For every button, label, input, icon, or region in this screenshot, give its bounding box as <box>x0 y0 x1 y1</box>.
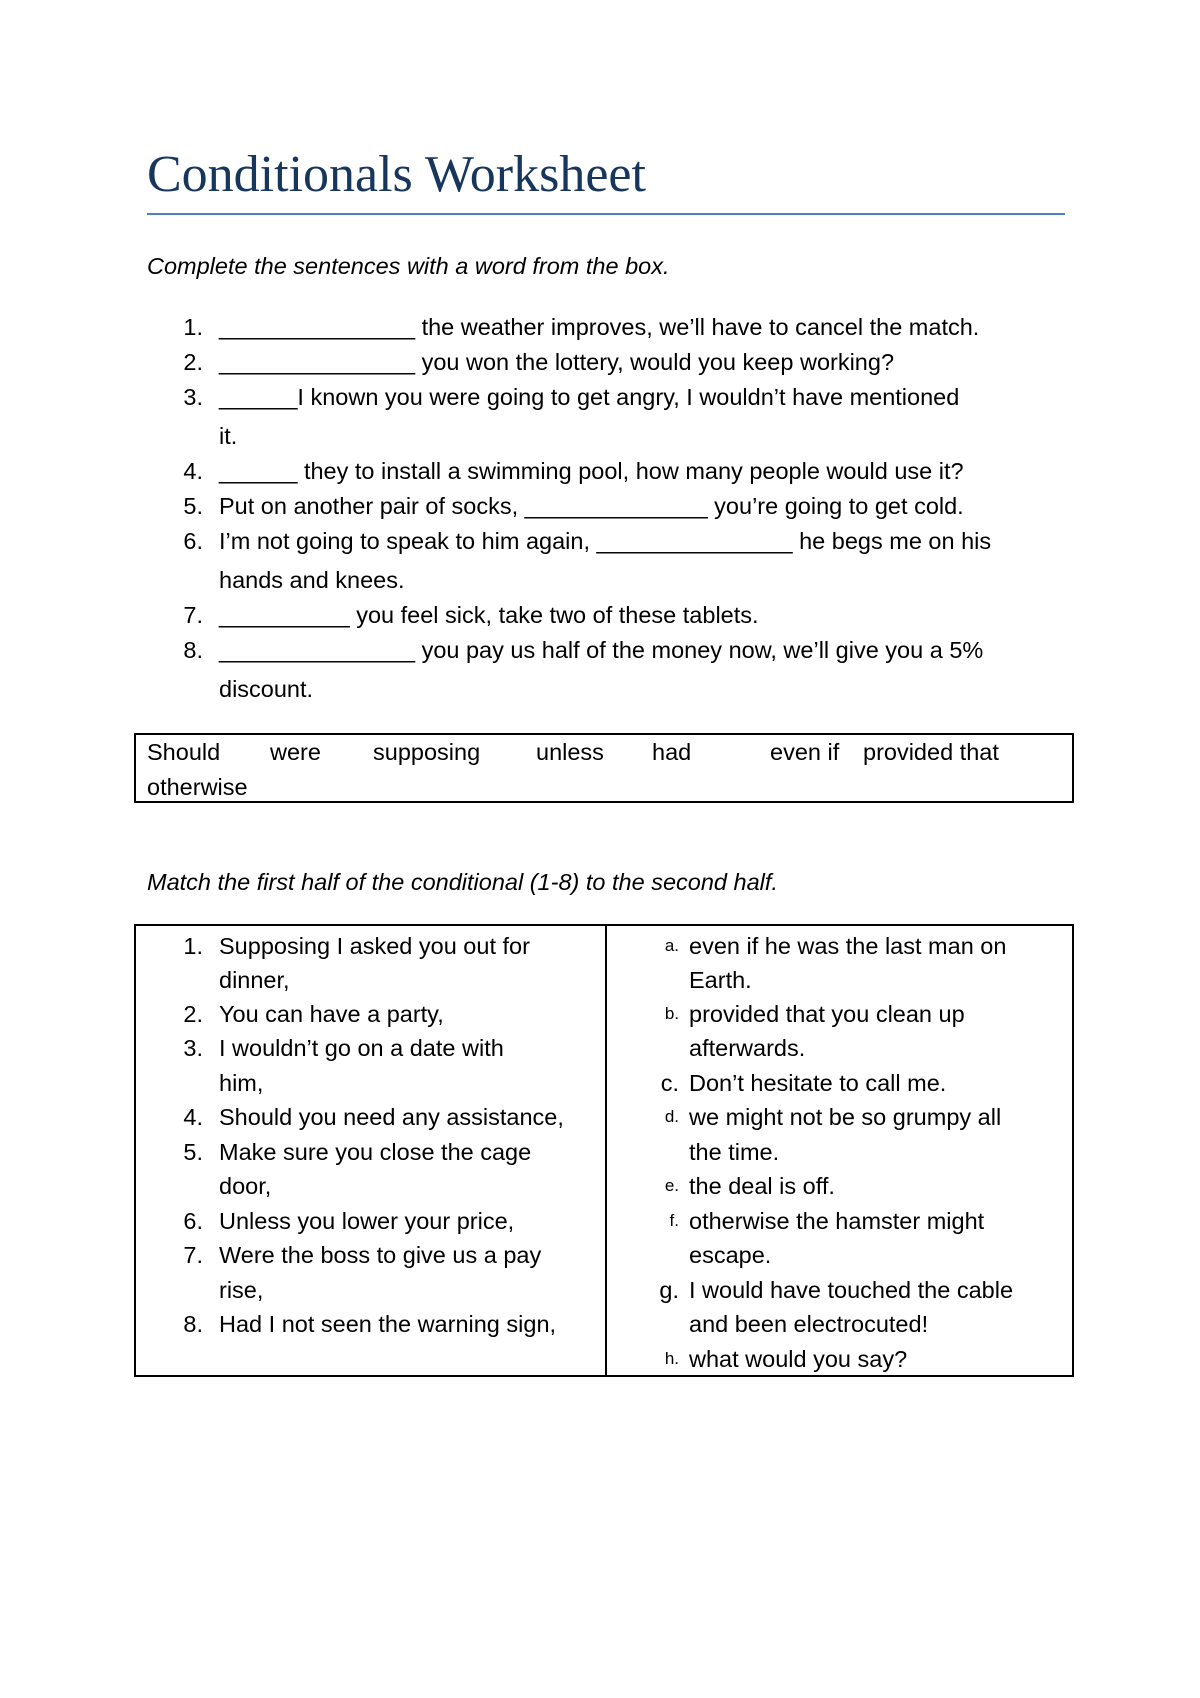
word-option: provided that <box>863 739 999 765</box>
word-option: were <box>270 739 321 765</box>
first-half-text: Supposing I asked you out for <box>219 933 530 959</box>
exercise1-instruction: Complete the sentences with a word from the box. <box>147 253 670 279</box>
first-half-text-continued: rise, <box>219 1277 264 1303</box>
sentence-text-continued: discount. <box>219 676 314 702</box>
first-half-number: 2. <box>183 1001 203 1027</box>
second-half-text-continued: afterwards. <box>689 1035 806 1061</box>
second-half-letter: e. <box>664 1176 679 1195</box>
matching-table <box>134 924 1074 1377</box>
sentence-text: _______________ you won the lottery, would you keep working? <box>219 349 895 375</box>
sentence-number: 3. <box>183 384 203 410</box>
sentence-text-continued: it. <box>219 423 238 449</box>
first-half-text: Unless you lower your price, <box>219 1208 515 1234</box>
second-half-text-continued: the time. <box>689 1139 780 1165</box>
word-option: Should <box>147 739 221 765</box>
word-option: had <box>652 739 692 765</box>
first-half-text-continued: door, <box>219 1173 272 1199</box>
sentence-text: Put on another pair of socks, ______________ you’re going to get cold. <box>219 493 964 519</box>
second-half-text: the deal is off. <box>689 1173 835 1199</box>
sentence-number: 7. <box>183 602 203 628</box>
second-half-text: otherwise the hamster might <box>689 1208 985 1234</box>
first-half-number: 4. <box>183 1104 203 1130</box>
second-half-letter: f. <box>669 1211 679 1230</box>
second-half-text-continued: and been electrocuted! <box>689 1311 929 1337</box>
second-half-text: what would you say? <box>689 1346 908 1372</box>
first-half-number: 3. <box>183 1035 203 1061</box>
first-half-number: 6. <box>183 1208 203 1234</box>
first-half-number: 1. <box>183 933 203 959</box>
second-half-text: I would have touched the cable <box>689 1277 1014 1303</box>
first-half-text: You can have a party, <box>219 1001 444 1027</box>
second-half-text: even if he was the last man on <box>689 933 1007 959</box>
second-half-letter: b. <box>664 1004 679 1023</box>
sentence-number: 2. <box>183 349 203 375</box>
second-half-letter: d. <box>664 1107 679 1126</box>
first-half-text: Should you need any assistance, <box>219 1104 564 1130</box>
second-half-letter: g. <box>659 1277 679 1303</box>
sentence-number: 6. <box>183 528 203 554</box>
sentence-text: I’m not going to speak to him again, _______________ he begs me on his <box>219 528 992 554</box>
sentence-text-continued: hands and knees. <box>219 567 405 593</box>
first-half-text-continued: him, <box>219 1070 264 1096</box>
first-half-text: Had I not seen the warning sign, <box>219 1311 557 1337</box>
word-box <box>134 733 1074 803</box>
sentence-number: 8. <box>183 637 203 663</box>
second-half-letter: h. <box>664 1349 679 1368</box>
first-half-text-continued: dinner, <box>219 967 290 993</box>
first-half-text: Were the boss to give us a pay <box>219 1242 542 1268</box>
sentence-number: 1. <box>183 314 203 340</box>
first-half-text: I wouldn’t go on a date with <box>219 1035 504 1061</box>
second-half-text: Don’t hesitate to call me. <box>689 1070 947 1096</box>
second-half-text-continued: escape. <box>689 1242 772 1268</box>
title-underline <box>147 213 1065 215</box>
first-half-number: 8. <box>183 1311 203 1337</box>
sentence-number: 4. <box>183 458 203 484</box>
first-half-text: Make sure you close the cage <box>219 1139 532 1165</box>
word-option: unless <box>536 739 604 765</box>
word-option: supposing <box>373 739 481 765</box>
column-divider <box>605 926 607 1375</box>
word-option: even if <box>770 739 840 765</box>
sentence-text: _______________ the weather improves, we’ll have to cancel the match. <box>219 314 980 340</box>
sentence-text: _______________ you pay us half of the money now, we’ll give you a 5% <box>219 637 984 663</box>
second-half-text: we might not be so grumpy all <box>689 1104 1002 1130</box>
first-half-number: 7. <box>183 1242 203 1268</box>
second-half-letter: a. <box>664 936 679 955</box>
sentence-text: ______I known you were going to get angry, I wouldn’t have mentioned <box>219 384 960 410</box>
second-half-letter: c. <box>660 1070 679 1096</box>
sentence-text: ______ they to install a swimming pool, how many people would use it? <box>219 458 964 484</box>
second-half-text-continued: Earth. <box>689 967 752 993</box>
first-half-number: 5. <box>183 1139 203 1165</box>
sentence-text: __________ you feel sick, take two of these tablets. <box>219 602 759 628</box>
exercise2-instruction: Match the first half of the conditional (1-8) to the second half. <box>147 869 778 895</box>
word-option: otherwise <box>147 774 248 800</box>
page-title: Conditionals Worksheet <box>147 146 646 203</box>
second-half-text: provided that you clean up <box>689 1001 965 1027</box>
sentence-number: 5. <box>183 493 203 519</box>
